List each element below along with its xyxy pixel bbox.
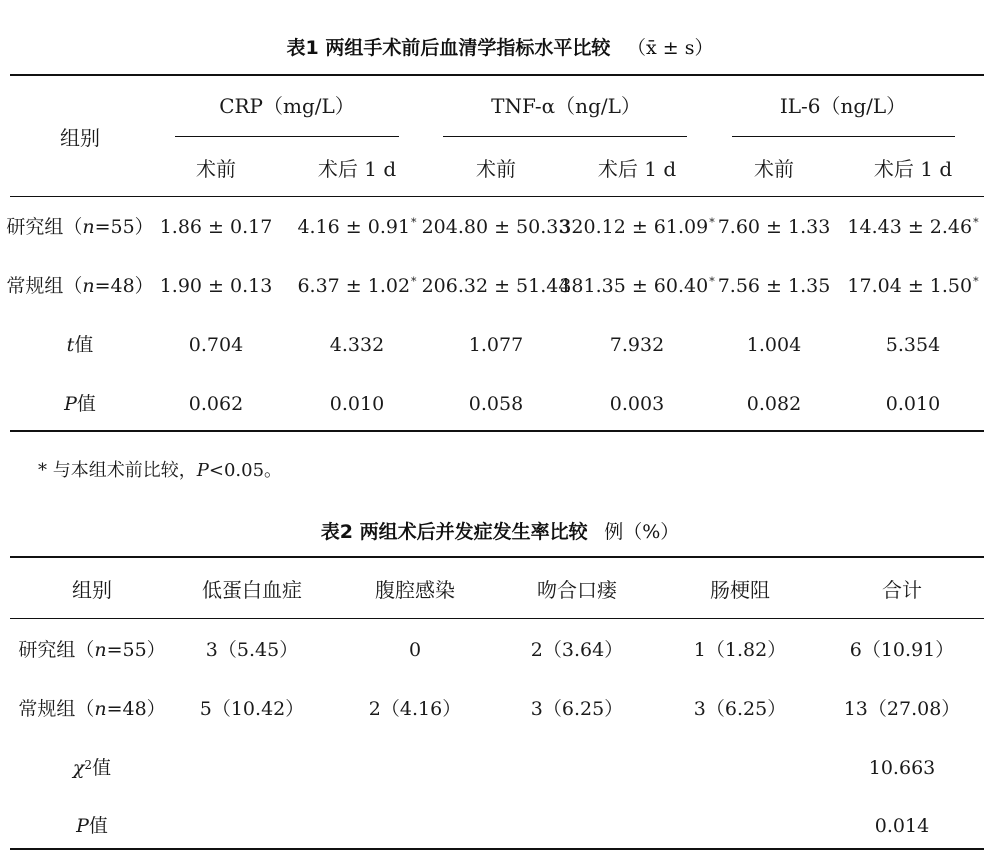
table2-caption-unit: 例（%） [604, 521, 680, 543]
table1-cell: 4.332 [329, 334, 385, 356]
table1-row-label: P值 [64, 393, 96, 415]
table1-row-label: 研究组（n=55） [6, 216, 154, 238]
table1-cell: 0.010 [885, 393, 941, 415]
table1-cell: 204.80 ± 50.33 [421, 216, 571, 238]
table1-cell: 0.704 [188, 334, 244, 356]
table2-header-hypoalbuminemia: 低蛋白血症 [202, 578, 302, 602]
table2-cell: 6（10.91） [849, 639, 955, 661]
table2-row-label: $\chi^2$值 [72, 757, 112, 779]
table2-top-rule [10, 556, 984, 558]
table1-cell: 0.010 [329, 393, 385, 415]
table1-cell: 0.082 [746, 393, 802, 415]
table1-caption-stat: （x̄ ± s） [627, 37, 714, 59]
table2-cell: 3（5.45） [205, 639, 299, 661]
table1-colgroup-crp: CRP（mg/L） [219, 94, 355, 118]
table1-colgroup-tnf: TNF-α（ng/L） [491, 94, 641, 118]
table1-cell: 1.077 [468, 334, 524, 356]
significance-star: * [709, 216, 715, 229]
table1-cell: 7.60 ± 1.33 [717, 216, 831, 238]
table2-bottom-rule [10, 848, 984, 850]
table1-cell: 206.32 ± 51.44 [421, 275, 571, 297]
table2-header-abdominal-infection: 腹腔感染 [375, 578, 455, 602]
table2-header-total: 合计 [882, 578, 922, 602]
table2-header-rule [10, 618, 984, 619]
table1-crp-underline [175, 136, 399, 137]
table1-subheader-il6-pre: 术前 [754, 157, 794, 181]
table1-cell: 381.35 ± 60.40* [559, 275, 715, 297]
table1-caption [0, 36, 1000, 60]
table1-cell: 320.12 ± 61.09* [559, 216, 715, 238]
table2-cell: 3（6.25） [530, 698, 624, 720]
table1-header-rule [10, 196, 984, 197]
table1-cell: 1.90 ± 0.13 [159, 275, 273, 297]
table2-cell: 0.014 [874, 815, 930, 837]
table1-footnote: * 与本组术前比较，P<0.05。 [38, 460, 283, 481]
table2-cell: 2（3.64） [530, 639, 624, 661]
table1-tnf-underline [443, 136, 687, 137]
table2-cell: 13（27.08） [843, 698, 961, 720]
table1-subheader-crp-pre: 术前 [196, 157, 236, 181]
table1-subheader-tnf-post: 术后 1 d [597, 157, 677, 181]
table2-caption-text: 表2 两组术后并发症发生率比较 [320, 521, 588, 543]
table1-top-rule [10, 74, 984, 76]
table2-cell: 5（10.42） [199, 698, 305, 720]
table1-subheader-crp-post: 术后 1 d [317, 157, 397, 181]
table2-cell: 3（6.25） [693, 698, 787, 720]
table1-cell: 6.37 ± 1.02* [297, 275, 417, 297]
table1-cell: 14.43 ± 2.46* [847, 216, 979, 238]
table1-cell: 0.003 [609, 393, 665, 415]
significance-star: * [411, 275, 417, 288]
table1-bottom-rule [10, 430, 984, 432]
table1-cell: 1.86 ± 0.17 [159, 216, 273, 238]
table1-il6-underline [732, 136, 955, 137]
table2-cell: 1（1.82） [693, 639, 787, 661]
table1-group-header: 组别 [60, 126, 100, 150]
significance-star: * [973, 275, 979, 288]
table1-cell: 17.04 ± 1.50* [847, 275, 979, 297]
table1-subheader-il6-post: 术后 1 d [873, 157, 953, 181]
table1-cell: 7.56 ± 1.35 [717, 275, 831, 297]
table1-row-label: 常规组（n=48） [6, 275, 154, 297]
table1-caption-text: 表1 两组手术前后血清学指标水平比较 [286, 37, 611, 59]
table1-cell: 0.058 [468, 393, 524, 415]
table1-cell: 5.354 [885, 334, 941, 356]
table1-cell: 1.004 [746, 334, 802, 356]
table1-subheader-tnf-pre: 术前 [476, 157, 516, 181]
table1-cell: 0.062 [188, 393, 244, 415]
table2-row-label: 研究组（n=55） [18, 639, 166, 661]
table1-cell: 7.932 [609, 334, 665, 356]
table1-cell: 4.16 ± 0.91* [297, 216, 417, 238]
table1-row-label: t值 [66, 334, 94, 356]
table2-caption [0, 520, 1000, 544]
significance-star: * [411, 216, 417, 229]
table2-cell: 10.663 [868, 757, 936, 779]
table2-header-anastomotic-leak: 吻合口瘘 [537, 578, 617, 602]
table2-cell: 2（4.16） [368, 698, 462, 720]
table2-cell: 0 [408, 639, 422, 661]
table2-row-label: 常规组（n=48） [18, 698, 166, 720]
table2-row-label: P值 [76, 815, 108, 837]
table2-header-ileus: 肠梗阻 [710, 578, 770, 602]
significance-star: * [709, 275, 715, 288]
significance-star: * [973, 216, 979, 229]
table1-colgroup-il6: IL-6（ng/L） [779, 94, 907, 118]
table2-header-group: 组别 [72, 578, 112, 602]
